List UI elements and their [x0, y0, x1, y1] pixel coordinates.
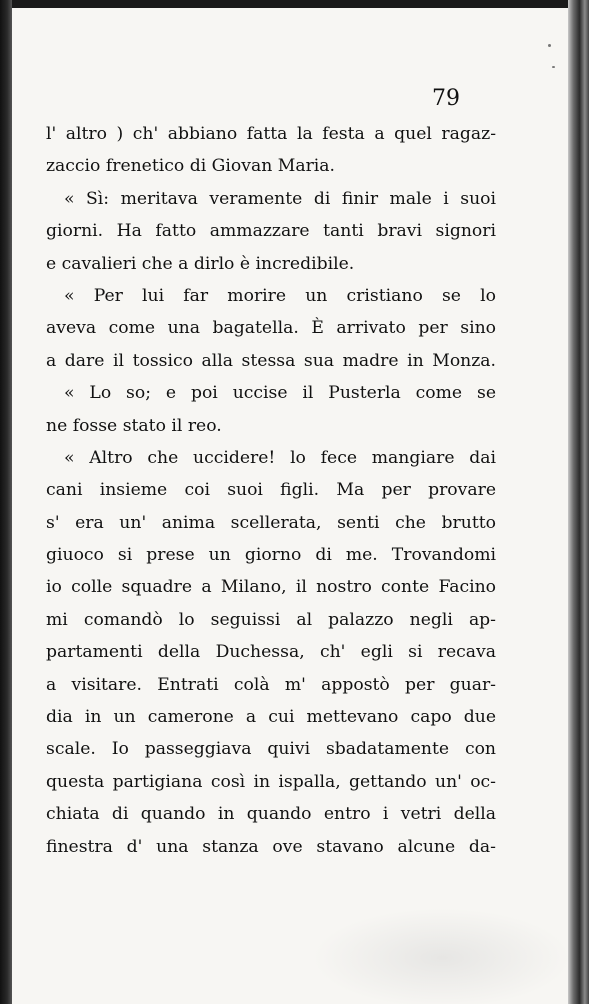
- text-line: questa partigiana così in ispalla, gettando un' oc-: [46, 771, 496, 792]
- text-line: giorni. Ha fatto ammazzare tanti bravi signori: [46, 221, 496, 242]
- text-line: io colle squadre a Milano, il nostro conte Facino: [46, 577, 496, 598]
- text-line: a dare il tossico alla stessa sua madre in Monza.: [46, 350, 496, 371]
- body-text: [46, 118, 496, 863]
- text-line: zaccio frenetico di Giovan Maria.: [46, 156, 335, 177]
- text-line: « Lo so; e poi uccise il Pusterla come se: [64, 383, 496, 404]
- text-line: l' altro ) ch' abbiano fatta la festa a quel ragaz-: [46, 124, 496, 144]
- text-line: s' era un' anima scellerata, senti che brutto: [46, 512, 496, 533]
- page-number: 79: [432, 86, 460, 111]
- text-line: a visitare. Entrati colà m' appostò per guar-: [46, 674, 496, 695]
- text-line: « Per lui far morire un cristiano se lo: [64, 285, 496, 306]
- text-line: aveva come una bagatella. È arrivato per sino: [46, 318, 496, 339]
- text-line: finestra d' una stanza ove stavano alcune da-: [46, 836, 496, 857]
- ink-speck: [548, 44, 551, 47]
- text-line: giuoco si prese un giorno di me. Trovandomi: [46, 545, 496, 566]
- text-line: ne fosse stato il reo.: [46, 415, 222, 436]
- text-line: chiata di quando in quando entro i vetri della: [46, 804, 496, 825]
- paper-smudge: [312, 908, 568, 1004]
- text-line: dia in un camerone a cui mettevano capo due: [46, 707, 496, 728]
- book-top-edge: [0, 0, 589, 8]
- ink-speck: [552, 66, 555, 68]
- text-line: « Altro che uccidere! lo fece mangiare dai: [64, 447, 496, 468]
- text-line: e cavalieri che a dirlo è incredibile.: [46, 253, 355, 274]
- text-line: cani insieme coi suoi figli. Ma per provare: [46, 480, 496, 501]
- book-page-edges: [568, 0, 589, 1004]
- text-line: scale. Io passeggiava quivi sbadatamente con: [46, 739, 496, 760]
- book-gutter-shadow: [0, 0, 12, 1004]
- text-line: « Sì: meritava veramente di finir male i suoi: [64, 188, 496, 209]
- text-line: mi comandò lo seguissi al palazzo negli ap-: [46, 609, 496, 630]
- book-page: [12, 8, 568, 1004]
- text-line: partamenti della Duchessa, ch' egli si recava: [46, 642, 496, 663]
